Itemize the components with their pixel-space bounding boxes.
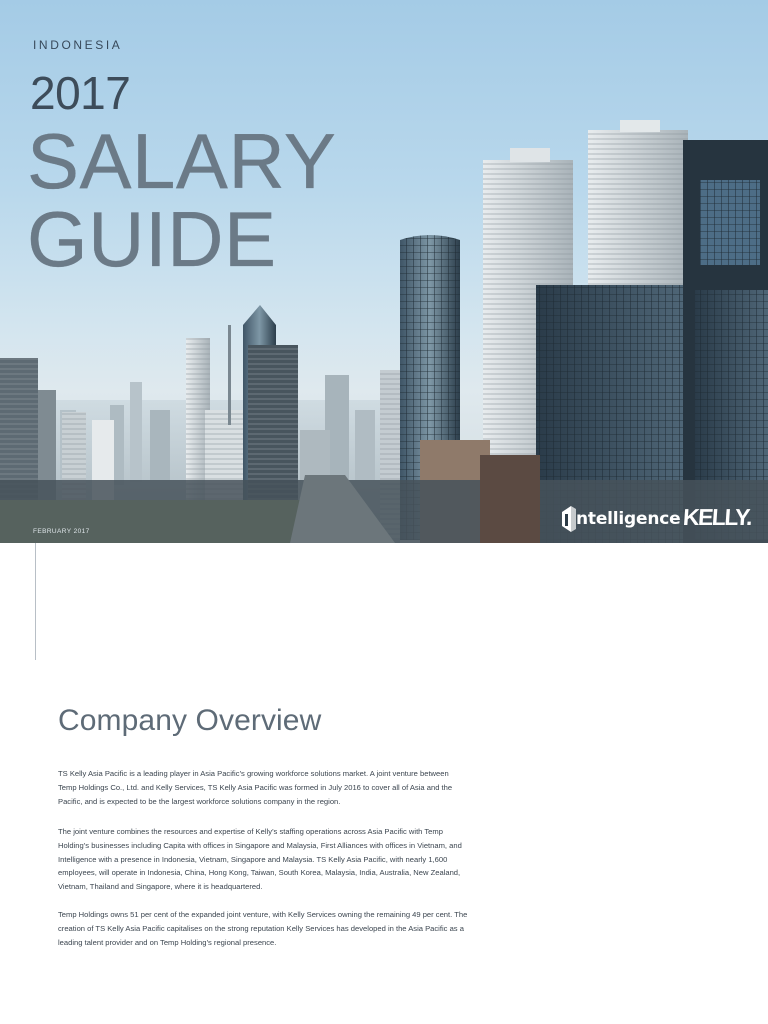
country-label: INDONESIA: [33, 38, 123, 52]
intelligence-logo-icon: [562, 506, 576, 532]
intelligence-logo: [562, 505, 680, 533]
divider-line: [35, 543, 36, 660]
title-line-guide: GUIDE: [27, 195, 277, 283]
kelly-logo: KELLY.: [682, 504, 753, 530]
overview-paragraph: TS Kelly Asia Pacific is a leading player in Asia Pacific’s growing workforce solutions market. A joint venture between Temp Holdings Co., Ltd. and Kelly Services, TS Kelly Asia Pacific was formed in July 2016 to cover all of Asia and the Pacific, and is expected to be the largest workforce solutions company in the region.: [58, 769, 453, 806]
title-line-salary: SALARY: [27, 117, 337, 205]
guide-year: 2017: [30, 67, 131, 119]
overview-paragraph: Temp Holdings owns 51 per cent of the expanded joint venture, with Kelly Services owning the remaining 49 per cent. The creation of TS Kelly Asia Pacific capitalises on the strong reputation Kelly Services has developed in the Asia Pacific as a leading talent provider and on Temp Holding’s regional presence.: [58, 910, 468, 947]
intelligence-logo-text: ntelligence: [576, 509, 681, 529]
overview-paragraph: The joint venture combines the resources and expertise of Kelly’s staffing operations across Asia Pacific with Temp Holding’s businesses including Capita with offices in Singapore and Malaysia, First Alliances with offices in Vietnam, and Intelligence with a presence in Indonesia, Vietnam, Singapore and Malaysia. TS Kelly Asia Pacific, with nearly 1,600 employees, will operate in Indonesia, China, Hong Kong, Taiwan, South Korea, Malaysia, India, Australia, New Zealand, Vietnam, Thailand and Singapore, where it is headquartered.: [58, 827, 462, 892]
publication-date: FEBRUARY 2017: [33, 528, 90, 535]
section-title-company-overview: Company Overview: [58, 704, 322, 737]
